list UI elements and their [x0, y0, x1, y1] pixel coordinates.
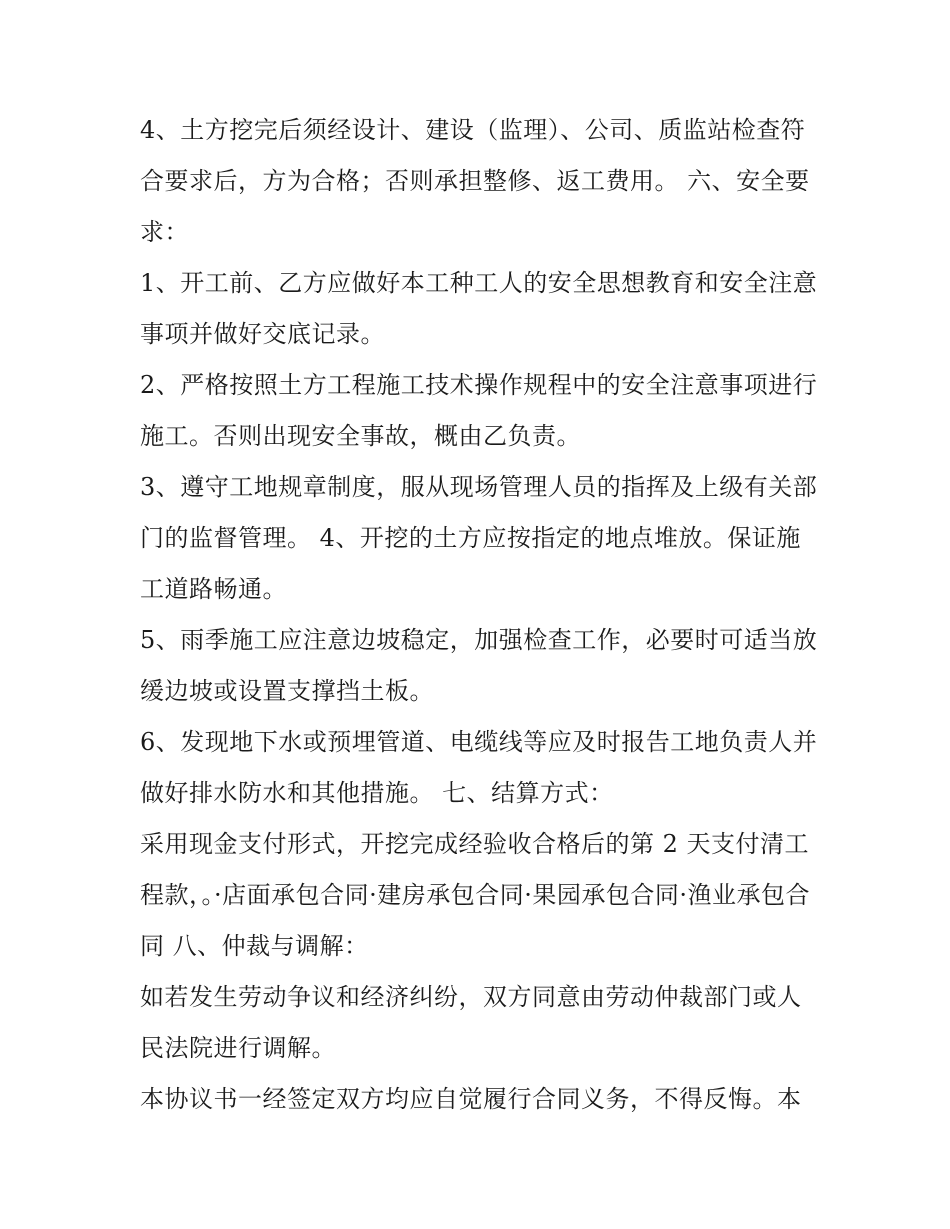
- document-body: [140, 105, 820, 1125]
- paragraph-acceptance-and-safety-heading: 4、土方挖完后须经设计、建设（监理）、公司、质监站检查符合要求后，方为合格；否则承担整修、返工费用。 六、安全要求：: [140, 116, 810, 246]
- paragraph-agreement-binding: 本协议书一经签定双方均应自觉履行合同义务，不得反悔。本: [140, 1085, 802, 1113]
- paragraph-payment-method: 采用现金支付形式，开挖完成经验收合格后的第 2 天支付清工程款，。·店面承包合同·建房承包合同·果园承包合同·渔业承包合同 八、仲裁与调解：: [140, 830, 811, 960]
- paragraph-operating-rules: 2、严格按照土方工程施工技术操作规程中的安全注意事项进行施工。否则出现安全事故，概由乙负责。: [140, 371, 818, 450]
- paragraph-safety-education: 1、开工前、乙方应做好本工种工人的安全思想教育和安全注意事项并做好交底记录。: [140, 269, 818, 348]
- paragraph-site-rules: 3、遵守工地规章制度，服从现场管理人员的指挥及上级有关部门的监督管理。 4、开挖的土方应按指定的地点堆放。保证施工道路畅通。: [140, 473, 818, 603]
- paragraph-dispute-resolution: 如若发生劳动争议和经济纠纷，双方同意由劳动仲裁部门或人民法院进行调解。: [140, 983, 802, 1062]
- paragraph-underground-hazards: 6、发现地下水或预埋管道、电缆线等应及时报告工地负责人并做好排水防水和其他措施。 七、结算方式：: [140, 728, 818, 807]
- paragraph-rainy-season: 5、雨季施工应注意边坡稳定，加强检查工作，必要时可适当放缓边坡或设置支撑挡土板。: [140, 626, 818, 705]
